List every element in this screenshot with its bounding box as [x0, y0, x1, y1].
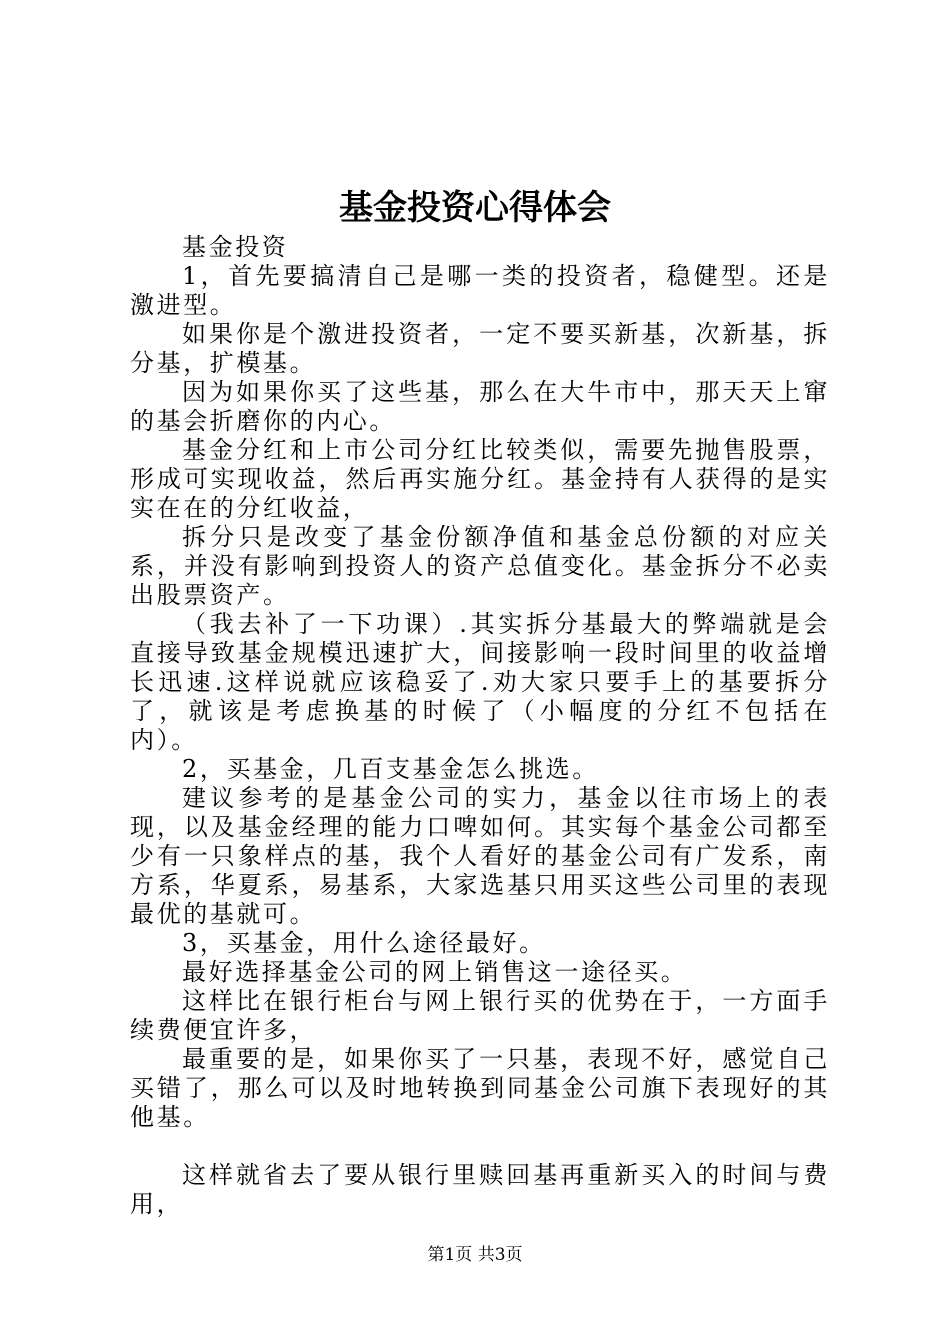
paragraph: 基金分红和上市公司分红比较类似，需要先抛售股票，形成可实现收益，然后再实施分红。基金持有人获得的是实实在在的分红收益， — [130, 436, 830, 522]
paragraph: 如果你是个激进投资者，一定不要买新基，次新基，拆分基，扩模基。 — [130, 320, 830, 377]
paragraph: 因为如果你买了这些基，那么在大牛市中，那天天上窜的基会折磨你的内心。 — [130, 378, 830, 435]
paragraph: 这样比在银行柜台与网上银行买的优势在于，一方面手续费便宜许多， — [130, 987, 830, 1044]
paragraph: 基金投资 — [182, 233, 289, 261]
document-title: 基金投资心得体会 — [339, 188, 611, 228]
paragraph: 建议参考的是基金公司的实力，基金以往市场上的表现，以及基金经理的能力口啤如何。其实每个基金公司都至少有一只象样点的基，我个人看好的基金公司有广发系，南方系，华夏系，易基系，大家选基只用买这些公司里的表现最优的基就可。 — [130, 784, 830, 928]
paragraph: 最好选择基金公司的网上销售这一途径买。 — [182, 958, 688, 986]
page-footer: 第1页 共3页 — [427, 1245, 523, 1265]
paragraph: 3，买基金，用什么途径最好。 — [182, 929, 546, 957]
paragraph: 最重要的是，如果你买了一只基，表现不好，感觉自己买错了，那么可以及时地转换到同基金公司旗下表现好的其他基。 — [130, 1045, 830, 1131]
paragraph: 这样就省去了要从银行里赎回基再重新买入的时间与费用， — [130, 1161, 830, 1218]
paragraph: 1，首先要搞清自己是哪一类的投资者，稳健型。还是激进型。 — [130, 262, 830, 319]
document-body — [130, 233, 830, 1219]
paragraph: 2，买基金，几百支基金怎么挑选。 — [182, 755, 599, 783]
paragraph: （我去补了一下功课）.其实拆分基最大的弊端就是会直接导致基金规模迅速扩大，间接影响一段时间里的收益增长迅速.这样说就应该稳妥了.劝大家只要手上的基要拆分了，就该是考虑换基的时候了（小幅度的分红不包括在内）。 — [130, 610, 830, 754]
paragraph: 拆分只是改变了基金份额净值和基金总份额的对应关系，并没有影响到投资人的资产总值变化。基金拆分不必卖出股票资产。 — [130, 523, 830, 609]
